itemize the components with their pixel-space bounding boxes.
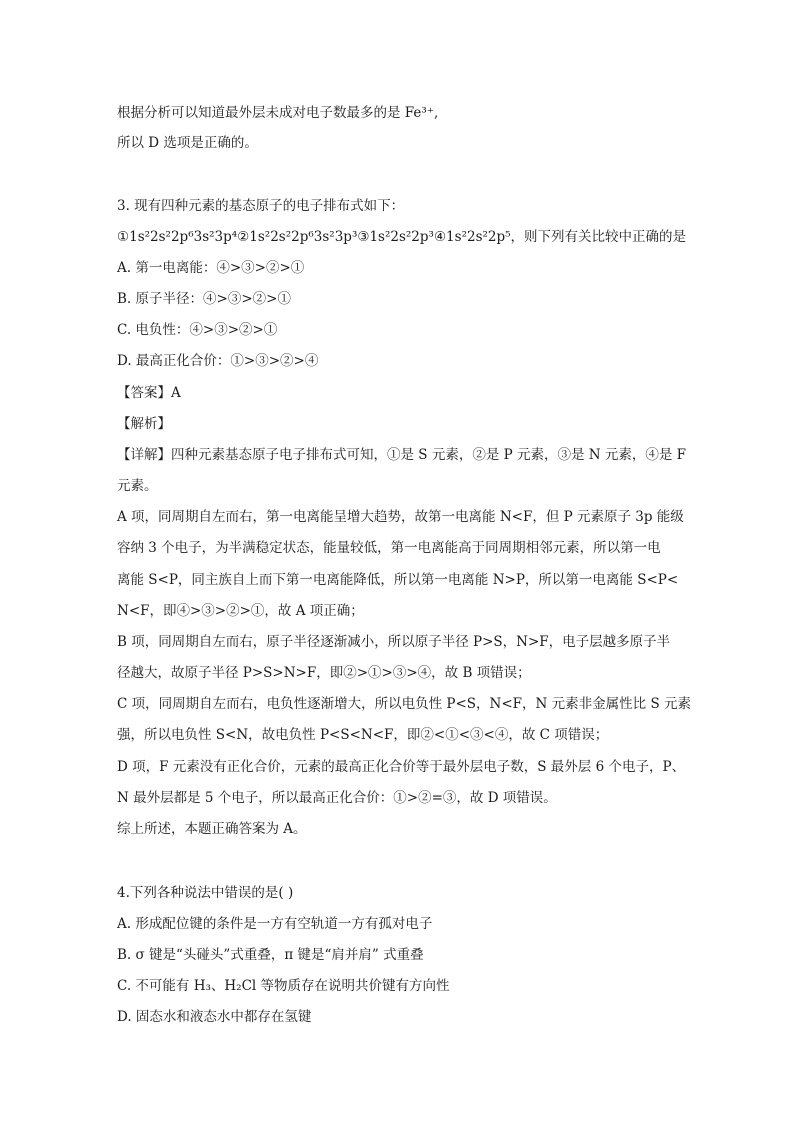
q3-option-b: B. 原子半径：④>③>②>①: [117, 291, 291, 307]
q3-analysis-line: D 项，F 元素没有正化合价，元素的最高正化合价等于最外层电子数，S 最外层 6 个电子，P、: [117, 759, 686, 775]
q3-analysis-line: 强，所以电负性 S<N，故电负性 P<S<N<F，即②<①<③<④，故 C 项错误；: [117, 727, 609, 743]
q3-analysis-line: 综上所述，本题正确答案为 A。: [117, 821, 307, 837]
q3-analysis-line: A 项，同周期自左而右，第一电离能呈增大趋势，故第一电离能 N<F，但 P 元素原子 3p 能级: [117, 509, 684, 525]
q3-analysis-line: 径越大，故原子半径 P>S>N>F，即②>①>③>④，故 B 项错误；: [117, 665, 531, 681]
q4-option-d: D. 固态水和液态水中都存在氢键: [117, 1009, 312, 1025]
q3-analysis-line: 容纳 3 个电子，为半满稳定状态，能量较低，第一电离能高于同周期相邻元素，所以第一电: [117, 540, 661, 556]
q3-answer: 【答案】A: [117, 385, 181, 401]
q4-option-b: B. σ 键是“头碰头”式重叠，π 键是“肩并肩” 式重叠: [117, 947, 424, 963]
q4-option-a: A. 形成配位键的条件是一方有空轨道一方有孤对电子: [117, 916, 433, 932]
q3-analysis-line: 元素。: [117, 478, 158, 494]
q3-analysis-line: N 最外层都是 5 个电子，所以最高正化合价：①>②=③，故 D 项错误。: [117, 790, 557, 806]
q3-option-d: D. 最高正化合价：①>③>②>④: [117, 353, 319, 369]
q3-option-a: A. 第一电离能：④>③>②>①: [117, 260, 305, 276]
q3-analysis-line: N<F，即④>③>②>①，故 A 项正确；: [117, 603, 364, 619]
q3-analysis-line: 离能 S<P，同主族自上而下第一电离能降低，所以第一电离能 N>P，所以第一电离能 S<P<: [117, 572, 679, 588]
q3-option-c: C. 电负性：④>③>②>①: [117, 322, 278, 338]
q3-config: ①1s²2s²2p⁶3s²3p⁴②1s²2s²2p⁶3s²3p³③1s²2s²2p³④1s²2s²2p⁵，则下列有关比较中正确的是: [117, 229, 687, 245]
intro-line-2: 所以 D 选项是正确的。: [117, 135, 258, 151]
q3-analysis-title: 【解析】: [117, 416, 171, 432]
intro-line-1: 根据分析可以知道最外层未成对电子数最多的是 Fe³⁺,: [117, 105, 439, 121]
q4-stem: 4.下列各种说法中错误的是( ): [117, 885, 294, 901]
q3-analysis-line: B 项，同周期自左而右，原子半径逐渐减小，所以原子半径 P>S，N>F，电子层越多原子半: [117, 634, 671, 650]
q4-option-c: C. 不可能有 H₃、H₂Cl 等物质存在说明共价键有方向性: [117, 978, 450, 994]
q3-stem: 3. 现有四种元素的基态原子的电子排布式如下：: [117, 198, 405, 214]
q3-analysis-line: C 项，同周期自左而右，电负性逐渐增大，所以电负性 P<S，N<F，N 元素非金属性比 S 元素: [117, 696, 691, 712]
q3-analysis-line: 【详解】四种元素基态原子电子排布式可知，①是 S 元素，②是 P 元素，③是 N 元素，④是 F: [117, 447, 687, 463]
